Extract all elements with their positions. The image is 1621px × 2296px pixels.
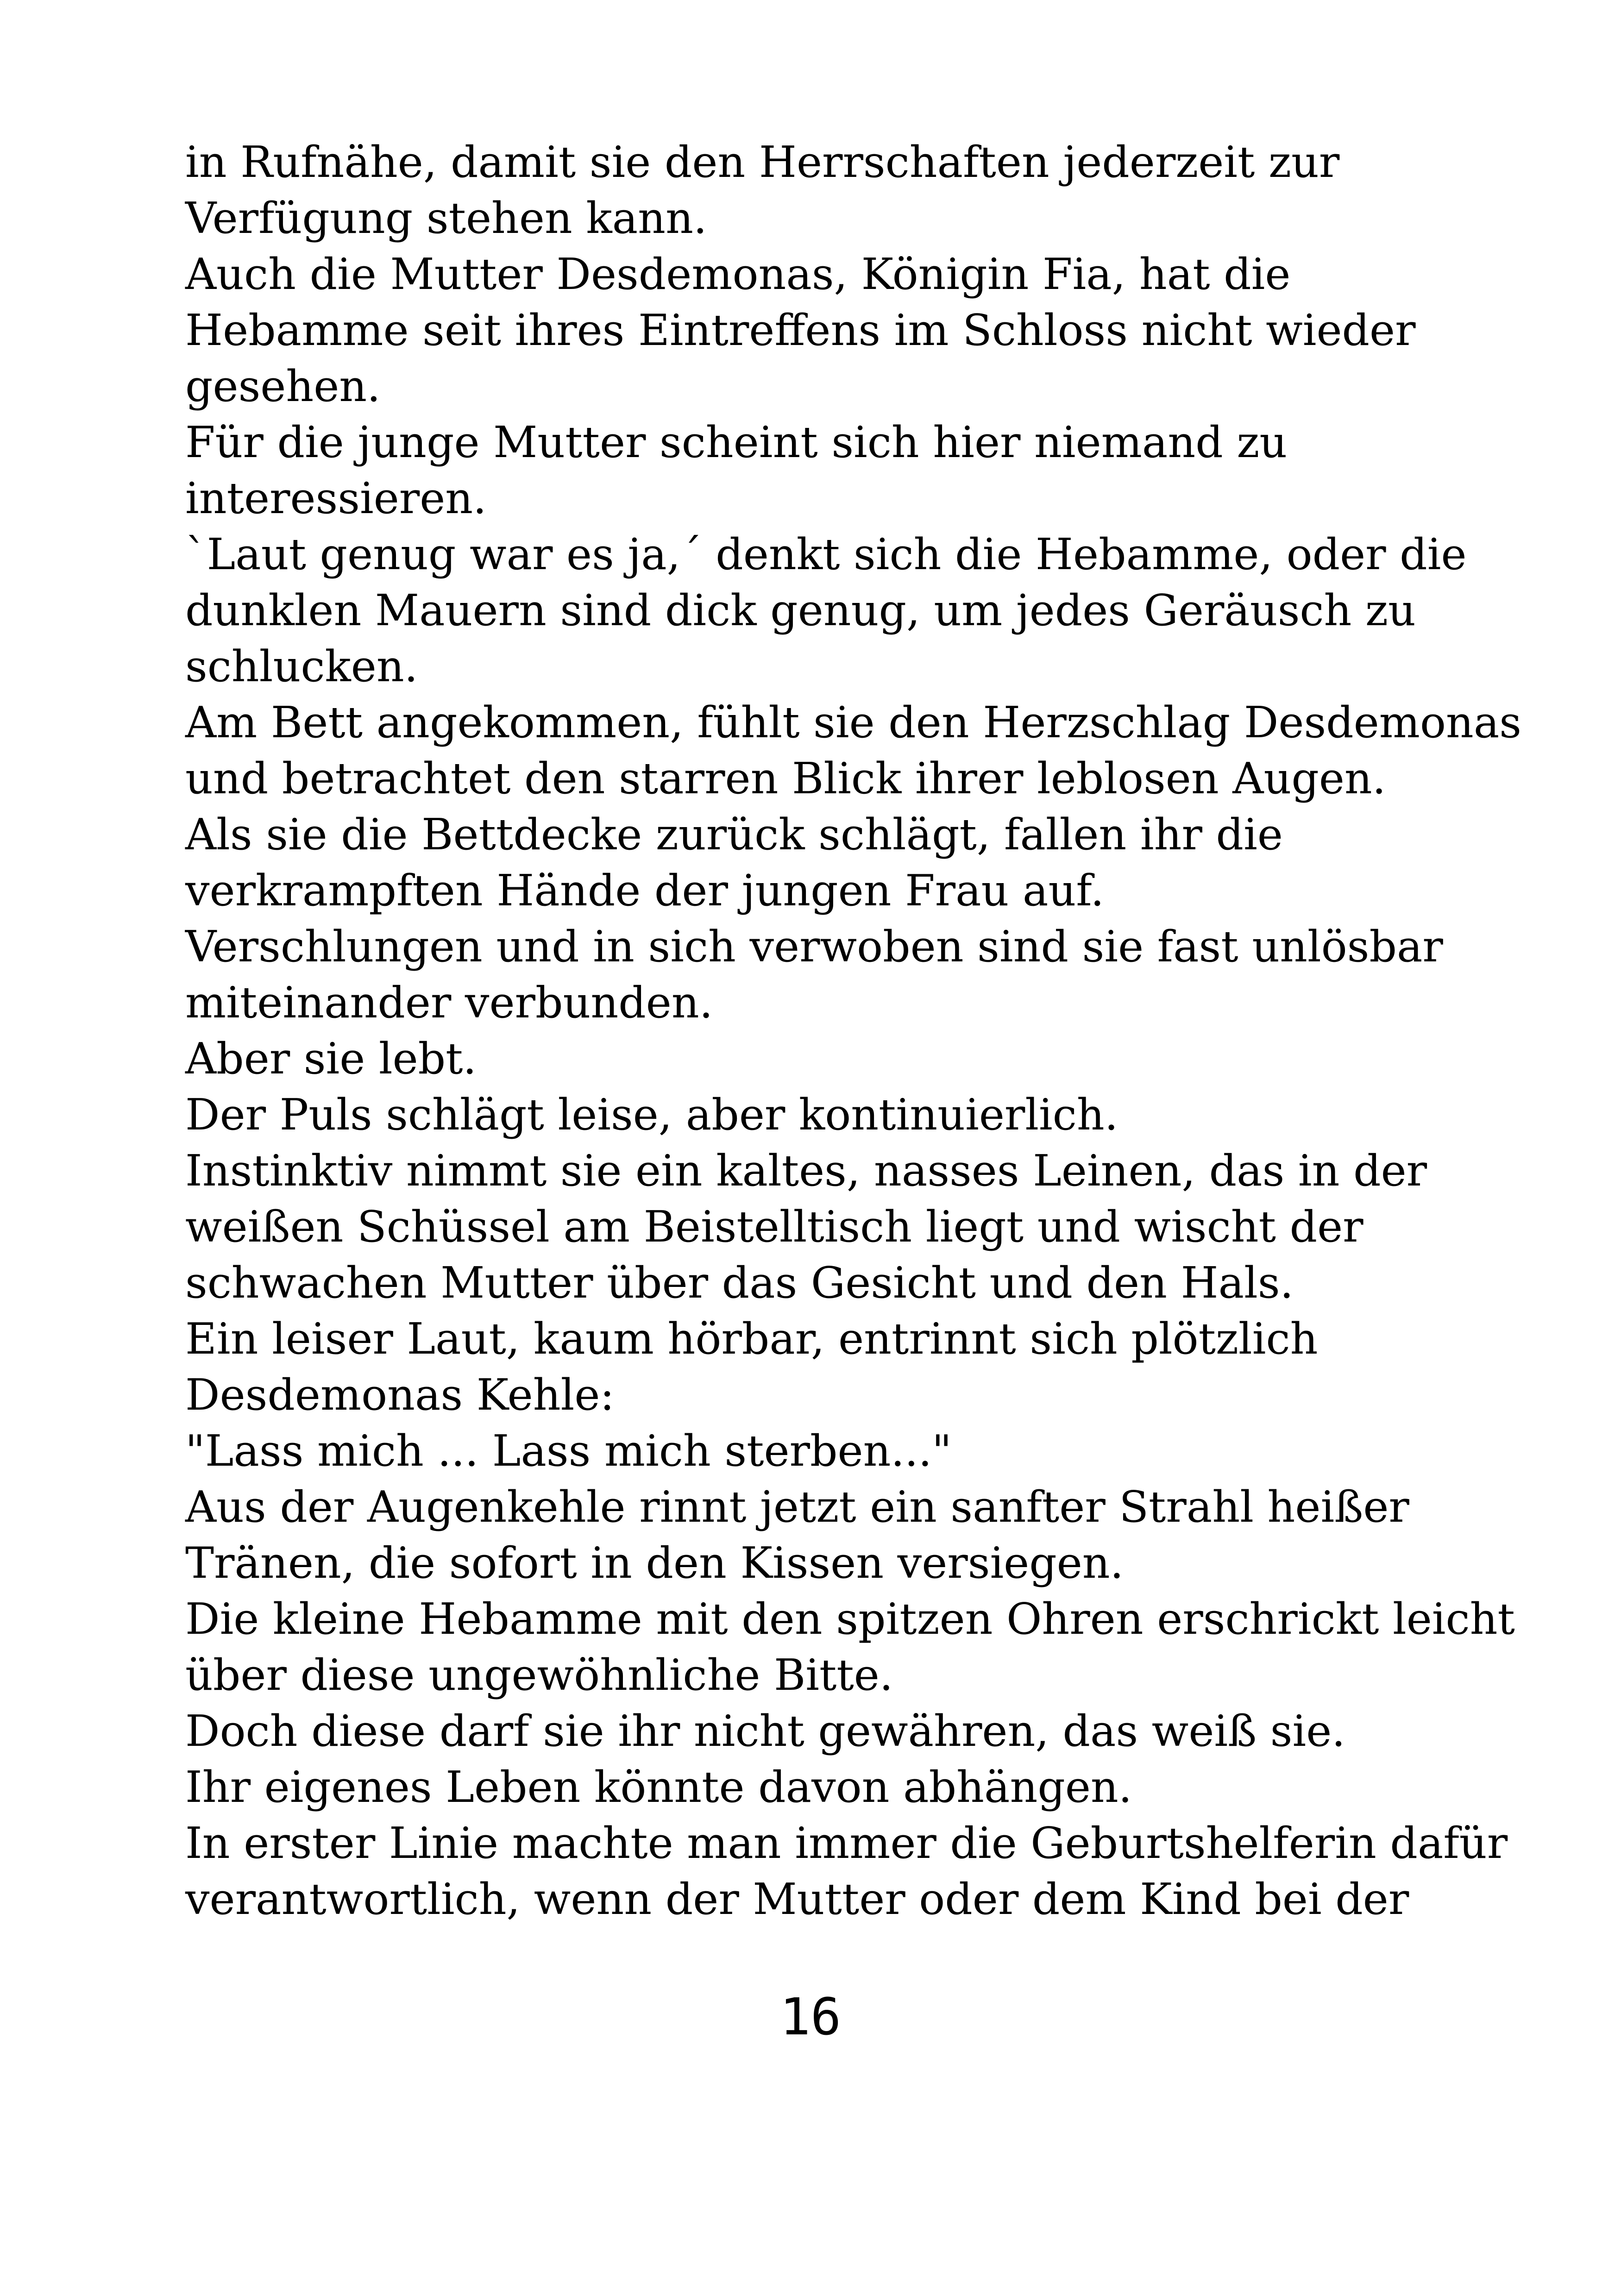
text-line: Verfügung stehen kann. [185,193,707,243]
text-line: Auch die Mutter Desdemonas, Königin Fia, hat die [185,249,1291,299]
text-line: Für die junge Mutter scheint sich hier niemand zu [185,417,1288,467]
text-line: Aber sie lebt. [185,1034,477,1084]
text-line: Doch diese darf sie ihr nicht gewähren, das weiß sie. [185,1706,1345,1756]
text-line: Verschlungen und in sich verwoben sind sie fast unlösbar [185,922,1443,972]
page-number: 16 [779,1987,842,2046]
text-line: weißen Schüssel am Beistelltisch liegt und wischt der [185,1202,1363,1252]
text-line: Die kleine Hebamme mit den spitzen Ohren erschrickt leicht [185,1594,1515,1644]
body-text [185,134,1521,1927]
text-line: verantwortlich, wenn der Mutter oder dem Kind bei der [185,1874,1409,1924]
text-line: dunklen Mauern sind dick genug, um jedes Geräusch zu [185,585,1416,635]
text-line: Am Bett angekommen, fühlt sie den Herzschlag Desdemonas [185,697,1521,747]
text-line: Der Puls schlägt leise, aber kontinuierlich. [185,1090,1118,1140]
text-line: in Rufnähe, damit sie den Herrschaften jederzeit zur [185,137,1340,187]
text-line: und betrachtet den starren Blick ihrer leblosen Augen. [185,753,1386,803]
text-line: Ihr eigenes Leben könnte davon abhängen. [185,1762,1132,1812]
text-line: Hebamme seit ihres Eintreffens im Schloss nicht wieder [185,305,1416,355]
text-line: `Laut genug war es ja,´ denkt sich die Hebamme, oder die [185,529,1467,579]
text-line: verkrampften Hände der jungen Frau auf. [185,866,1105,916]
text-line: gesehen. [185,361,381,411]
text-line: schwachen Mutter über das Gesicht und den Hals. [185,1258,1294,1308]
text-line: Desdemonas Kehle: [185,1370,615,1420]
text-line: über diese ungewöhnliche Bitte. [185,1650,893,1700]
text-line: Aus der Augenkehle rinnt jetzt ein sanfter Strahl heißer [185,1482,1409,1532]
text-line: "Lass mich ... Lass mich sterben..." [185,1426,952,1476]
text-line: Als sie die Bettdecke zurück schlägt, fallen ihr die [185,809,1283,859]
text-line: Ein leiser Laut, kaum hörbar, entrinnt sich plötzlich [185,1314,1318,1364]
text-line: Instinktiv nimmt sie ein kaltes, nasses Leinen, das in der [185,1146,1427,1196]
text-line: interessieren. [185,473,487,523]
text-line: In erster Linie machte man immer die Geburtshelferin dafür [185,1818,1508,1868]
text-line: schlucken. [185,641,418,691]
text-line: Tränen, die sofort in den Kissen versiegen. [185,1538,1124,1588]
text-line: miteinander verbunden. [185,978,713,1028]
